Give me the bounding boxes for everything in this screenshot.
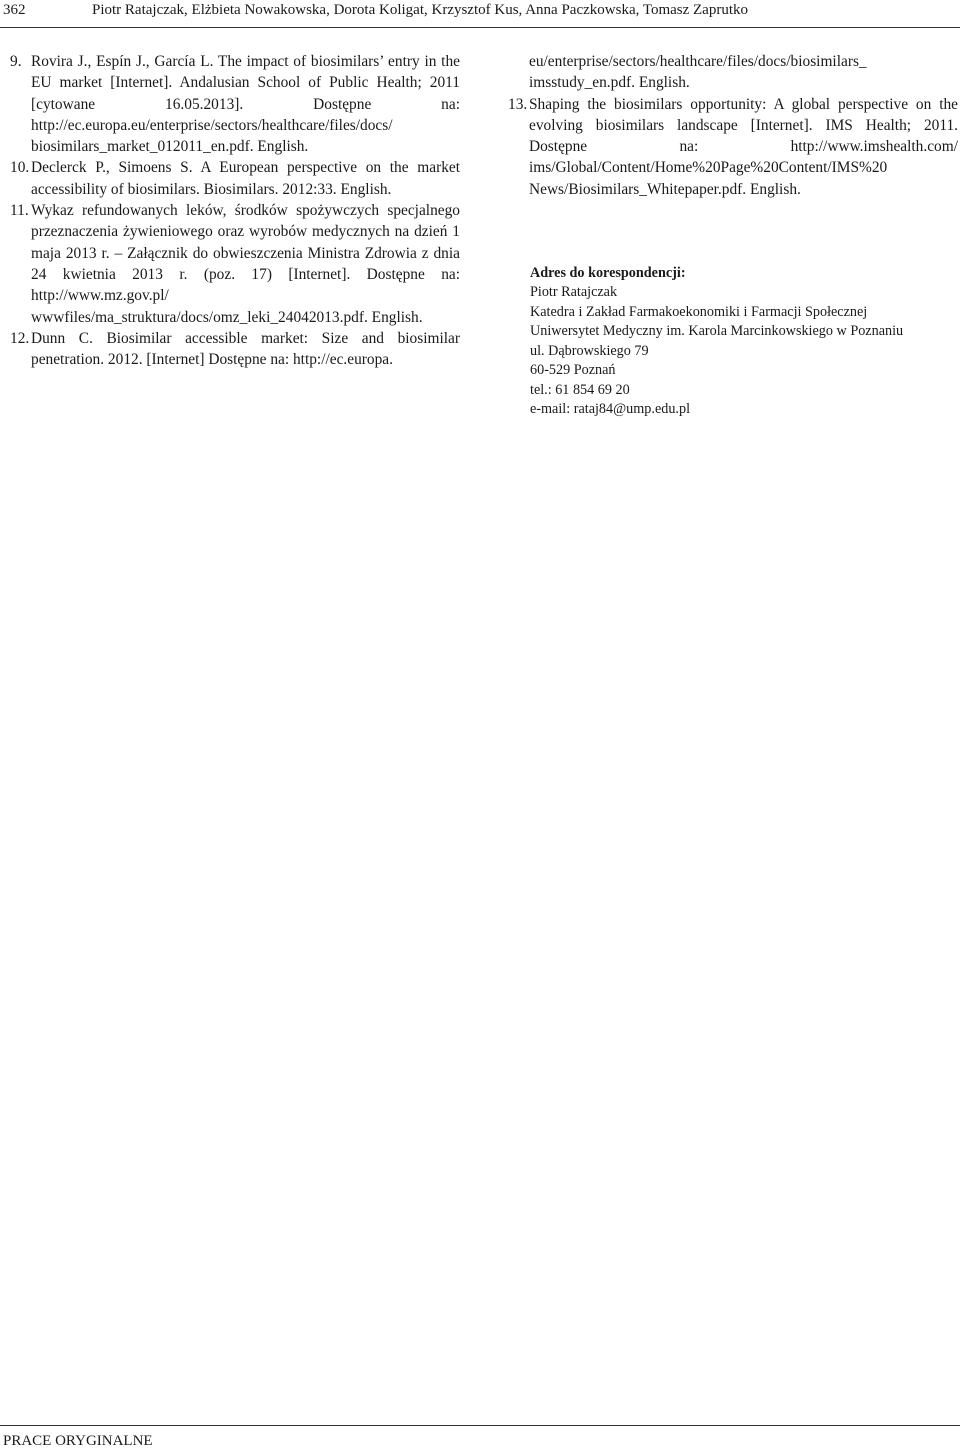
section-label: PRACE ORYGINALNE xyxy=(3,1433,153,1449)
contact-street: ul. Dąbrowskiego 79 xyxy=(530,342,649,359)
running-footer xyxy=(0,1425,960,1451)
reference-text: Wykaz refundowanych leków, środków spożywczych specjalnego przeznaczenia żywieniowego oraz wyrobów medycznych na dzień 1 maja 2013 r. – Załącznik do obwieszczenia Ministra Zdrowia z dnia 24 kwietnia 2013 r. (poz. 17) [Internet]. Dostępne na: http://www.mz.gov.pl/ wwwfiles/ma_struktura/docs/omz_leki_24042013.pdf. English. xyxy=(31,202,460,326)
contact-department: Katedra i Zakład Farmakoekonomiki i Farmacji Społecznej xyxy=(530,303,868,320)
reference-number: 13. xyxy=(508,95,528,113)
reference-text: Declerck P., Simoens S. A European perspective on the market accessibility of biosimilars. Biosimilars. 2012:33. English. xyxy=(31,159,460,198)
reference-item xyxy=(10,200,460,328)
reference-text: Dunn C. Biosimilar accessible market: Size and biosimilar penetration. 2012. [Internet] Dostępne na: http://ec.europa. xyxy=(31,329,460,369)
correspondence-heading: Adres do korespondencji: xyxy=(530,265,686,282)
reference-item xyxy=(10,51,460,157)
reference-item xyxy=(508,94,958,200)
page-number: 362 xyxy=(3,2,26,18)
contact-phone: tel.: 61 854 69 20 xyxy=(530,381,630,398)
contact-postal-city: 60-529 Poznań xyxy=(530,362,616,379)
reference-number: 10. xyxy=(10,159,30,177)
reference-text: eu/enterprise/sectors/healthcare/files/docs/biosimilars_ imsstudy_en.pdf. English. xyxy=(529,53,867,92)
contact-name: Piotr Ratajczak xyxy=(530,284,618,301)
contact-university: Uniwersytet Medyczny im. Karola Marcinkowskiego w Poznaniu xyxy=(530,323,904,340)
reference-continuation xyxy=(508,51,958,94)
correspondence-address xyxy=(508,264,958,419)
running-header xyxy=(0,0,960,28)
running-header-authors: Piotr Ratajczak, Elżbieta Nowakowska, Dorota Koligat, Krzysztof Kus, Anna Paczkowska, Tomasz Zaprutko xyxy=(92,2,749,18)
reference-number: 9. xyxy=(10,53,22,70)
reference-text: Rovira J., Espín J., García L. The impact of biosimilars’ entry in the EU market [Internet]. Andalusian School of Public Health; 2011 [cytowane 16.05.2013]. Dostępne na: http://ec.europa.eu/enterprise/sectors/healthcare/files/docs/ biosimilars_market_012011_en.pdf. English. xyxy=(31,53,460,156)
references-left-column xyxy=(10,51,460,370)
reference-item xyxy=(10,328,460,371)
references-right-column xyxy=(508,51,958,419)
reference-number: 12. xyxy=(10,329,30,347)
reference-item xyxy=(10,157,460,200)
reference-number: 11. xyxy=(10,202,29,220)
contact-email: e-mail: rataj84@ump.edu.pl xyxy=(530,400,691,417)
reference-text: Shaping the biosimilars opportunity: A global perspective on the evolving biosimilars landscape [Internet]. IMS Health; 2011. Dostępne na: http://www.imshealth.com/ ims/Global/Content/Home%20Page%20Content/IMS%20 News/Biosimilars_Whitepaper.pdf. English. xyxy=(529,95,958,198)
